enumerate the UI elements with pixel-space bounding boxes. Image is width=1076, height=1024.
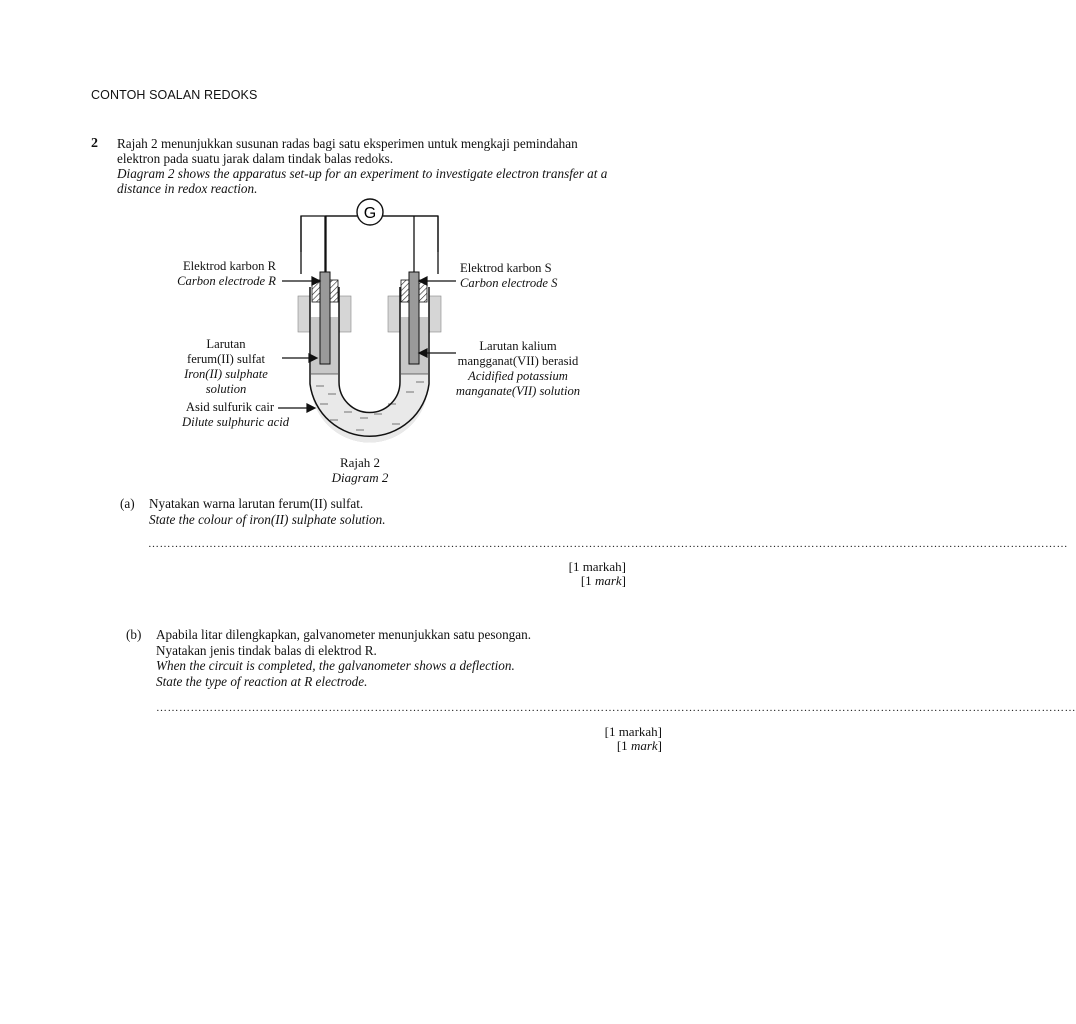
carbon-electrode-r	[320, 272, 330, 364]
question-intro	[117, 136, 629, 196]
clamp-left	[339, 296, 351, 332]
label-right-solution-ms-2: mangganat(VII) berasid	[457, 354, 579, 368]
label-left-electrode-ms: Elektrod karbon R	[182, 259, 276, 273]
label-right-solution	[448, 339, 588, 399]
circuit-wire	[326, 216, 357, 288]
circuit-wire	[301, 216, 357, 252]
label-left-solution-ms-1: Larutan	[206, 337, 246, 351]
part-b-label: (b)	[126, 627, 142, 642]
label-left-solution-en-2: solution	[205, 382, 247, 396]
caption-en: Diagram 2	[331, 470, 389, 485]
part-b-question-en-2: State the type of reaction at R electrode.	[156, 673, 368, 689]
intro-english-line-2: distance in redox reaction.	[117, 181, 258, 196]
clamp-left	[298, 296, 310, 332]
part-b-marks-ms: [1 markah]	[604, 724, 662, 739]
label-right-electrode-ms: Elektrod karbon S	[460, 261, 552, 275]
label-left-solution-ms-2: ferum(II) sulfat	[187, 352, 265, 366]
part-b-question-ms-2: Nyatakan jenis tindak balas di elektrod R.	[156, 642, 377, 658]
label-right-solution-ms-1: Larutan kalium	[479, 339, 557, 353]
acid-layer	[311, 374, 428, 443]
part-b-question-en-1: When the circuit is completed, the galvanometer shows a deflection.	[156, 658, 515, 673]
label-right-electrode-en: Carbon electrode S	[460, 276, 558, 290]
part-a-marks-en: [1 mark]	[580, 573, 626, 588]
label-acid-ms: Asid sulfurik cair	[185, 400, 275, 414]
caption-ms: Rajah 2	[339, 455, 381, 470]
part-a-question	[149, 496, 629, 527]
part-b-question-ms-1: Apabila litar dilengkapkan, galvanometer menunjukkan satu pesongan.	[156, 627, 532, 642]
part-b-question	[156, 627, 626, 689]
part-a-marks	[520, 560, 626, 588]
label-acid-en: Dilute sulphuric acid	[182, 415, 290, 429]
label-left-solution	[170, 337, 282, 397]
part-a-question-ms: Nyatakan warna larutan ferum(II) sulfat.	[149, 496, 364, 511]
clamp-right	[429, 296, 441, 332]
label-left-electrode-en: Carbon electrode R	[177, 274, 276, 288]
clamp-right	[388, 296, 400, 332]
circuit-wire	[383, 216, 438, 252]
label-right-solution-en-1: Acidified potassium	[468, 369, 568, 383]
answer-line-b[interactable]: ……………………………………………………………………………………………………………………………………………………………………………………………………………………	[156, 702, 1076, 714]
label-left-electrode	[176, 259, 276, 289]
answer-line-a[interactable]: ……………………………………………………………………………………………………………………………………………………………………………………………………………………	[148, 538, 1068, 550]
document-title: CONTOH SOALAN REDOKS	[91, 88, 258, 102]
galvanometer	[357, 199, 383, 225]
label-acid	[182, 400, 290, 430]
part-a-marks-ms: [1 markah]	[568, 559, 626, 574]
galvanometer-symbol: G	[363, 205, 377, 222]
part-b-marks	[552, 725, 662, 753]
intro-english-line-1: Diagram 2 shows the apparatus set-up for an experiment to investigate electron transfer at a	[117, 166, 608, 181]
part-a-question-en: State the colour of iron(II) sulphate solution.	[149, 511, 386, 527]
label-right-solution-en-2: manganate(VII) solution	[455, 384, 581, 398]
carbon-electrode-s	[409, 272, 419, 364]
label-right-electrode	[460, 261, 557, 291]
question-number: 2	[91, 136, 98, 151]
intro-malay-line-1: Rajah 2 menunjukkan susunan radas bagi satu eksperimen untuk mengkaji pemindahan	[117, 136, 578, 151]
part-b-marks-en: [1 mark]	[616, 738, 662, 753]
label-left-solution-en-1: Iron(II) sulphate	[184, 367, 268, 381]
intro-malay-line-2: elektron pada suatu jarak dalam tindak balas redoks.	[117, 151, 394, 166]
diagram-caption	[300, 455, 420, 485]
part-a-label: (a)	[120, 496, 135, 511]
